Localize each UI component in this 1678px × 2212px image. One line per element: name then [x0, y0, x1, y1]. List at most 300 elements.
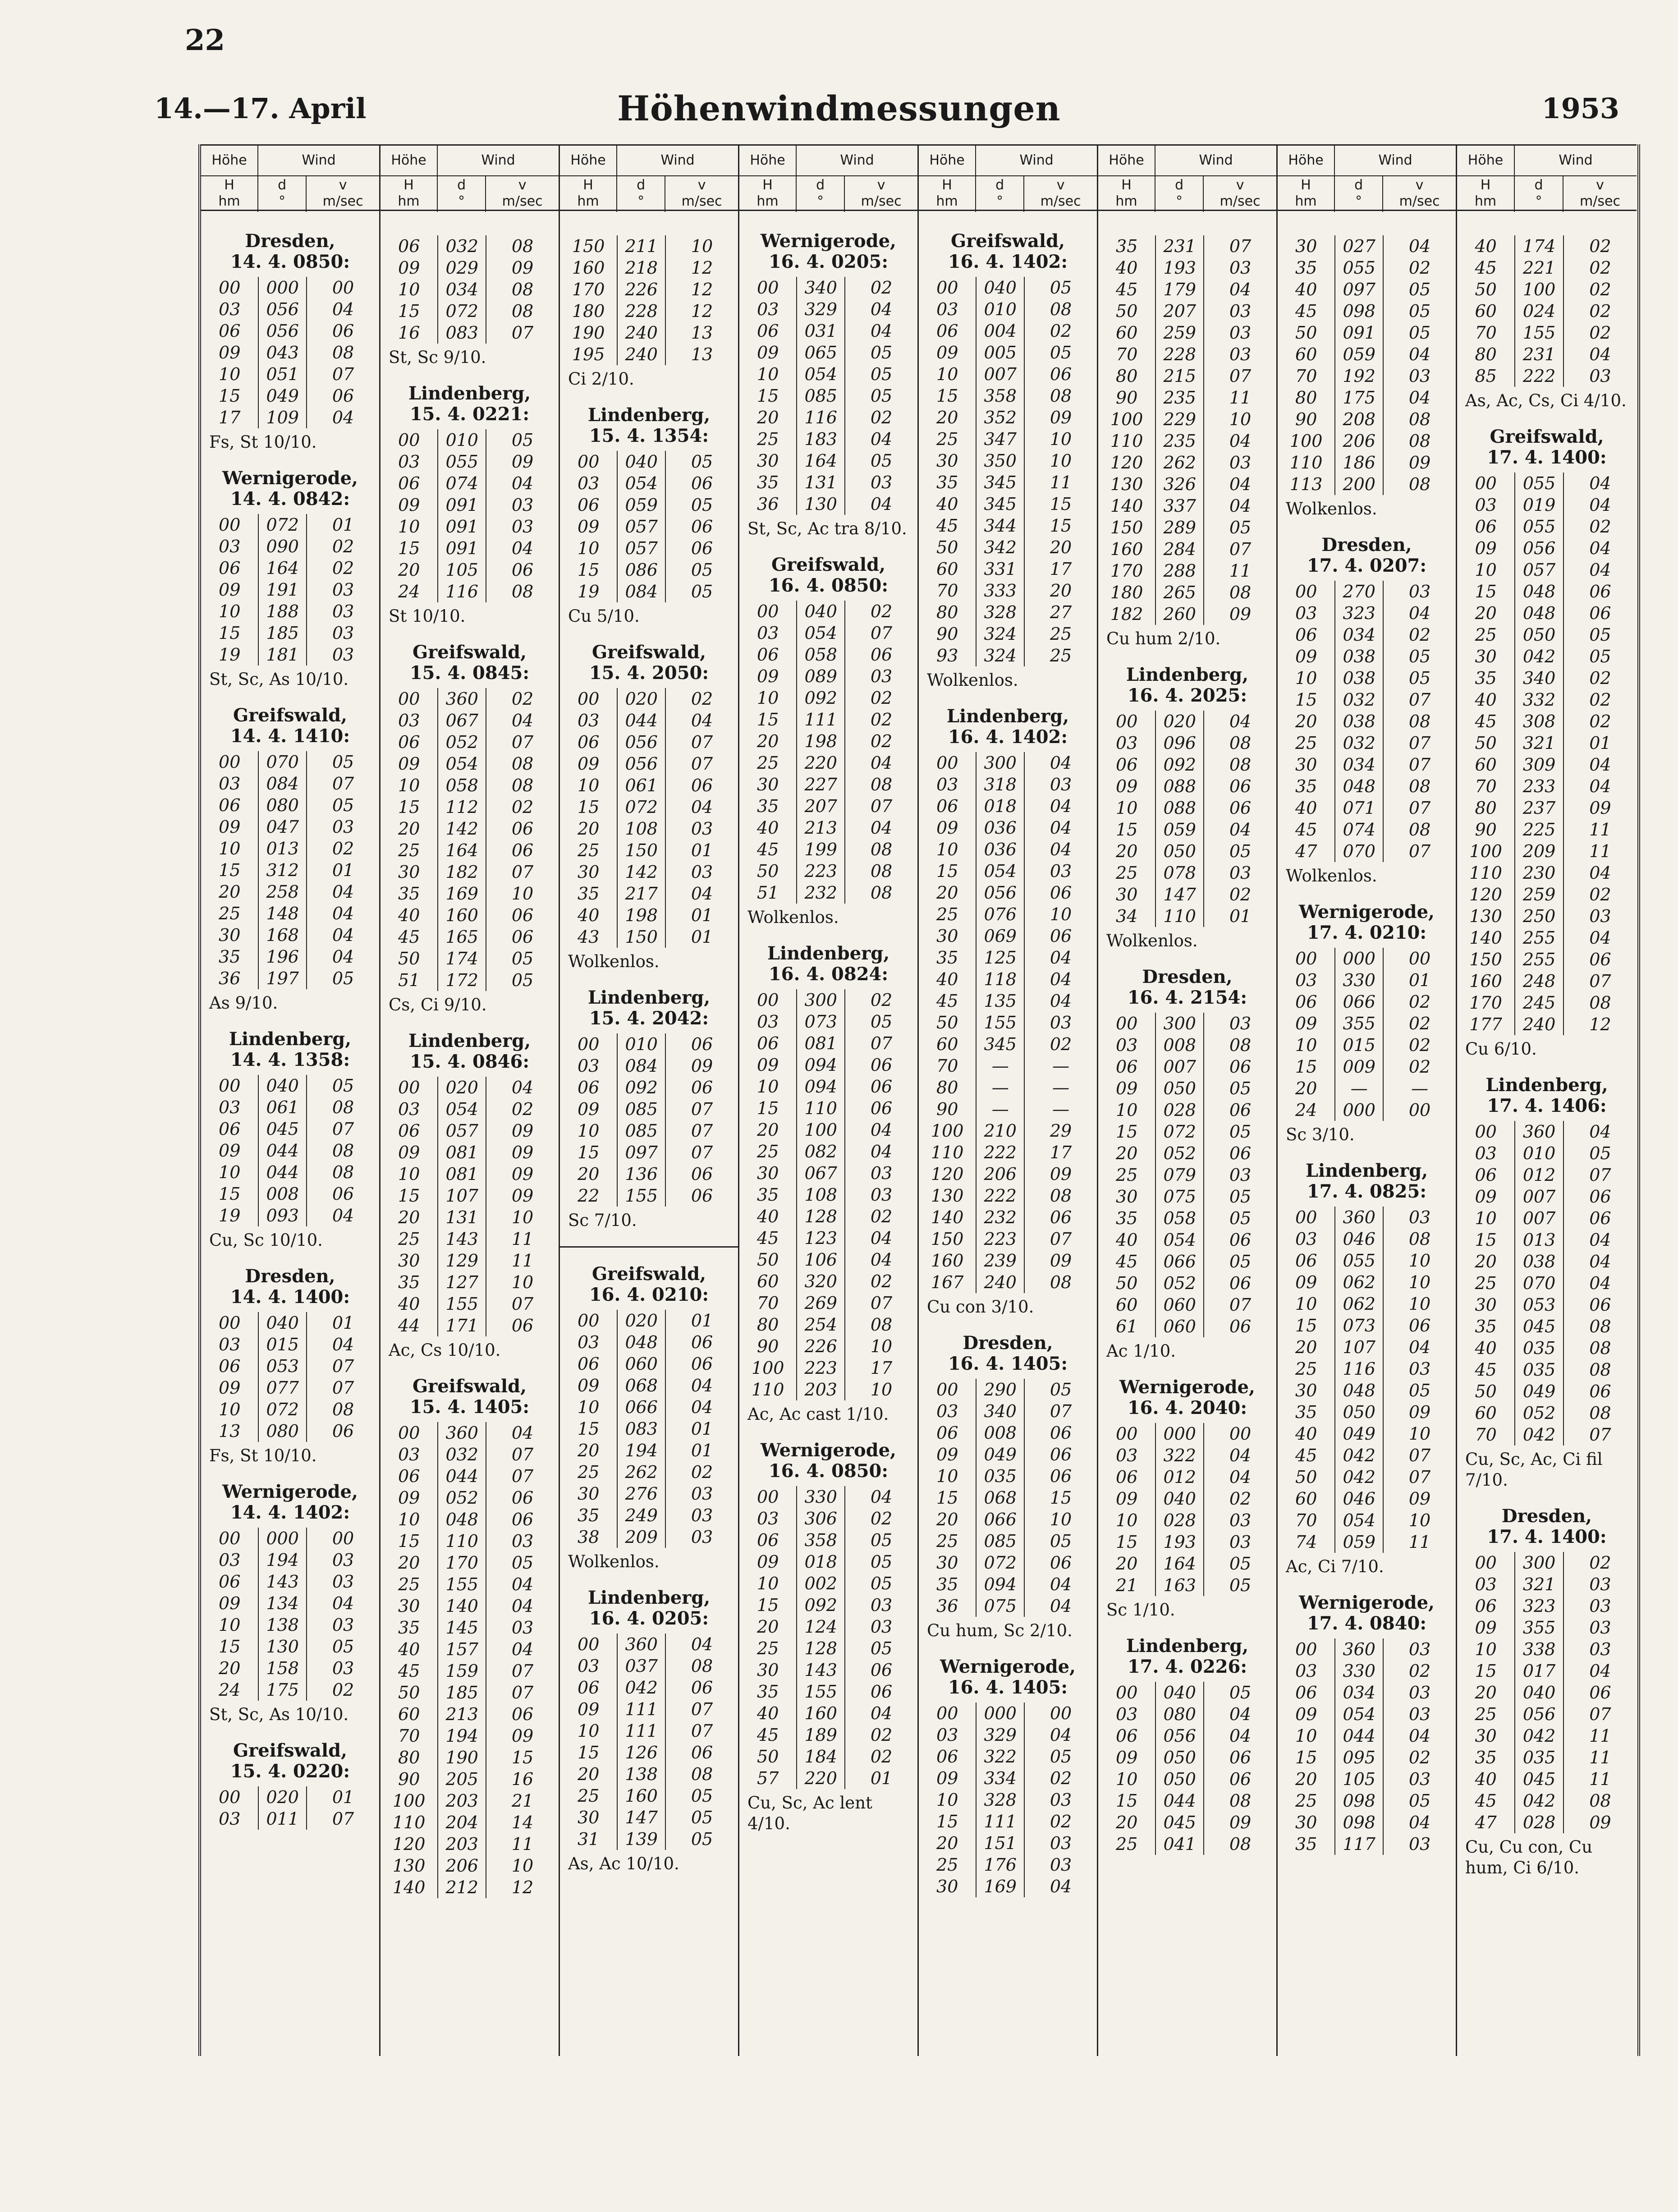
- column-header: [1098, 144, 1276, 211]
- table-row: [201, 924, 379, 946]
- height-unit: hm: [1474, 193, 1497, 209]
- speed-cell: 06: [870, 1682, 893, 1702]
- table-row: [560, 235, 738, 257]
- table-row: [919, 623, 1097, 645]
- table-row: [739, 1379, 917, 1400]
- direction-cell: 138: [258, 1614, 307, 1636]
- direction-cell: 259: [1155, 322, 1204, 344]
- height-cell: 03: [936, 775, 958, 794]
- height-cell: 25: [936, 1855, 958, 1875]
- height-cell: 100: [751, 1358, 784, 1378]
- direction-cell: 040: [1155, 1682, 1204, 1703]
- speed-cell: 07: [1050, 1401, 1072, 1421]
- direction-cell: 032: [437, 235, 486, 257]
- speed-cell: 05: [332, 1076, 354, 1096]
- height-cell: 45: [936, 516, 958, 536]
- speed-cell: 09: [1050, 408, 1072, 427]
- speed-cell: 06: [332, 1421, 354, 1441]
- table-row: [201, 536, 379, 557]
- direction-cell: 226: [617, 279, 666, 300]
- height-cell: 195: [572, 344, 605, 364]
- table-row: [739, 493, 917, 515]
- station-block: [201, 705, 379, 1014]
- height-cell: 06: [1116, 755, 1138, 775]
- speed-cell: 02: [870, 1509, 893, 1528]
- height-cell: 25: [578, 1786, 600, 1806]
- speed-cell: 09: [511, 1164, 534, 1184]
- direction-cell: 223: [796, 1357, 845, 1379]
- speed-cell: 00: [332, 1528, 354, 1548]
- height-cell: 120: [1110, 453, 1143, 473]
- table-row: [1457, 300, 1637, 322]
- speed-cell: 02: [1589, 301, 1611, 321]
- cloud-note: Cu, Sc, Ac lent 4/10.: [747, 1793, 872, 1833]
- height-cell: 160: [931, 1251, 964, 1271]
- speed-cell: 04: [332, 1593, 354, 1613]
- speed-cell: 12: [691, 280, 713, 299]
- speed-cell: 02: [1408, 1748, 1431, 1767]
- direction-cell: 345: [976, 472, 1025, 493]
- table-row: [201, 1399, 379, 1420]
- height-cell: 10: [757, 1574, 779, 1593]
- table-row: [1457, 862, 1637, 884]
- station-block: [1098, 1636, 1276, 1855]
- table-row: [1457, 494, 1637, 516]
- direction-cell: 057: [437, 1120, 486, 1142]
- station-block: [1278, 1161, 1456, 1577]
- station-datetime: 16. 4. 0205:: [768, 251, 889, 272]
- table-column: [381, 144, 560, 2056]
- direction-cell: 194: [258, 1549, 307, 1571]
- speed-cell: 11: [1589, 820, 1611, 840]
- height-cell: 09: [1116, 1489, 1138, 1509]
- direction-cell: 061: [617, 775, 666, 796]
- direction-cell: 290: [976, 1379, 1025, 1400]
- table-row: [1278, 624, 1456, 646]
- height-cell: 00: [398, 689, 420, 709]
- speed-cell: 00: [1408, 1100, 1431, 1120]
- table-row: [560, 1142, 738, 1163]
- speed-cell: 15: [1050, 494, 1072, 514]
- speed-cell: 06: [332, 321, 354, 341]
- table-row: [1098, 1488, 1276, 1510]
- direction-cell: 111: [796, 709, 845, 730]
- height-cell: 190: [572, 323, 605, 343]
- height-symbol: H: [224, 177, 234, 193]
- height-cell: 03: [1475, 1574, 1497, 1594]
- table-row: [560, 1742, 738, 1763]
- table-row: [919, 1120, 1097, 1142]
- speed-cell: 07: [511, 1466, 534, 1486]
- speed-cell: 04: [691, 797, 713, 817]
- direction-cell: 000: [258, 277, 307, 298]
- table-row: [739, 1767, 917, 1789]
- direction-cell: 130: [258, 1636, 307, 1657]
- table-row: [1278, 1293, 1456, 1315]
- height-cell: 09: [219, 817, 241, 837]
- speed-cell: 02: [1589, 711, 1611, 731]
- table-row: [739, 1141, 917, 1162]
- station-name: Wernigerode,: [222, 1481, 358, 1502]
- height-cell: 35: [936, 1574, 958, 1594]
- height-cell: 03: [578, 711, 600, 730]
- direction-cell: 140: [437, 1595, 486, 1617]
- height-unit: hm: [1295, 193, 1317, 209]
- speed-cell: 01: [332, 1313, 354, 1333]
- height-cell: 10: [578, 776, 600, 795]
- height-cell: 00: [757, 990, 779, 1010]
- table-row: [1457, 1424, 1637, 1446]
- speed-cell: 05: [870, 343, 893, 363]
- height-header: Höhe: [1457, 146, 1515, 175]
- table-row: [381, 904, 559, 926]
- direction-cell: 112: [437, 796, 486, 818]
- direction-cell: 358: [796, 1529, 845, 1551]
- direction-cell: 068: [617, 1375, 666, 1396]
- height-cell: 40: [1116, 1230, 1138, 1250]
- direction-cell: 207: [796, 795, 845, 817]
- speed-cell: 05: [1408, 647, 1431, 666]
- direction-cell: 072: [437, 300, 486, 322]
- table-row: [1098, 819, 1276, 840]
- height-cell: 25: [1116, 1165, 1138, 1185]
- table-row: [1278, 819, 1456, 840]
- table-row: [739, 1335, 917, 1357]
- table-row: [560, 861, 738, 883]
- direction-cell: 051: [258, 363, 307, 385]
- table-row: [381, 861, 559, 883]
- direction-cell: 044: [1334, 1725, 1384, 1747]
- station-name: Lindenberg,: [408, 383, 531, 404]
- table-row: [1457, 1251, 1637, 1272]
- direction-cell: 300: [1514, 1552, 1563, 1574]
- direction-cell: 107: [437, 1185, 486, 1207]
- table-row: [1278, 969, 1456, 991]
- table-row: [201, 363, 379, 385]
- table-row: [201, 514, 379, 536]
- speed-cell: 07: [511, 862, 534, 882]
- table-row: [1098, 1466, 1276, 1488]
- height-cell: 25: [578, 1462, 600, 1482]
- direction-cell: 056: [258, 320, 307, 342]
- table-row: [739, 385, 917, 407]
- direction-cell: 044: [1155, 1790, 1204, 1812]
- height-cell: 50: [398, 1683, 420, 1703]
- speed-cell: 25: [1050, 646, 1072, 665]
- height-cell: 09: [936, 1445, 958, 1464]
- station-datetime: 15. 4. 0221:: [409, 404, 530, 425]
- table-row: [1457, 602, 1637, 624]
- direction-cell: 055: [1334, 257, 1384, 279]
- height-cell: 20: [1116, 841, 1138, 861]
- direction-cell: 324: [976, 645, 1025, 666]
- station-block: [201, 1482, 379, 1725]
- table-row: [201, 1679, 379, 1701]
- table-row: [381, 451, 559, 473]
- direction-cell: 092: [1155, 754, 1204, 776]
- direction-cell: 203: [437, 1833, 486, 1855]
- height-cell: 45: [1475, 1791, 1497, 1811]
- speed-cell: 08: [1050, 1186, 1072, 1206]
- direction-cell: 206: [437, 1855, 486, 1877]
- table-row: [1098, 473, 1276, 495]
- direction-cell: 048: [1514, 581, 1563, 602]
- table-row: [201, 601, 379, 622]
- direction-cell: 010: [976, 298, 1025, 320]
- direction-symbol: d: [637, 177, 646, 193]
- table-row: [1457, 322, 1637, 344]
- table-row: [1457, 949, 1637, 970]
- speed-cell: 06: [1229, 1273, 1252, 1293]
- station-name: Lindenberg,: [587, 987, 711, 1008]
- direction-symbol: d: [278, 177, 287, 193]
- height-cell: 70: [936, 1056, 958, 1076]
- speed-symbol: v: [1236, 177, 1244, 193]
- height-cell: 15: [1475, 1661, 1497, 1681]
- direction-cell: 215: [1155, 365, 1204, 387]
- table-row: [1457, 905, 1637, 927]
- direction-cell: 269: [796, 1292, 845, 1314]
- speed-cell: 04: [870, 299, 893, 319]
- height-cell: 06: [578, 1354, 600, 1374]
- table-row: [1278, 1315, 1456, 1336]
- table-row: [201, 1334, 379, 1355]
- table-row: [1278, 667, 1456, 689]
- speed-cell: 04: [511, 1423, 534, 1443]
- table-row: [919, 450, 1097, 472]
- direction-cell: 040: [796, 601, 845, 622]
- speed-cell: 07: [511, 1445, 534, 1464]
- table-row: [560, 300, 738, 322]
- direction-cell: 052: [1155, 1272, 1204, 1294]
- table-row: [1457, 1381, 1637, 1402]
- table-row: [560, 775, 738, 796]
- height-cell: 30: [1475, 1726, 1497, 1746]
- direction-cell: 050: [1334, 1401, 1384, 1423]
- station-block: [201, 1266, 379, 1466]
- speed-cell: 02: [1408, 1661, 1431, 1681]
- column-header: [201, 144, 379, 211]
- speed-cell: 05: [870, 1012, 893, 1032]
- table-row: [1098, 582, 1276, 603]
- speed-cell: 07: [1229, 539, 1252, 559]
- table-row: [201, 1657, 379, 1679]
- speed-cell: 03: [511, 1531, 534, 1551]
- cloud-note: Wolkenlos.: [747, 908, 839, 927]
- height-cell: 10: [1295, 1035, 1317, 1055]
- direction-cell: 085: [976, 1530, 1025, 1552]
- height-cell: 20: [219, 882, 241, 902]
- table-row: [381, 840, 559, 861]
- direction-cell: 074: [437, 473, 486, 494]
- table-row: [919, 1077, 1097, 1098]
- speed-cell: 10: [511, 1207, 534, 1227]
- speed-cell: 11: [1589, 1726, 1611, 1746]
- speed-cell: 03: [1408, 1834, 1431, 1854]
- direction-cell: 179: [1155, 279, 1204, 300]
- table-row: [919, 1012, 1097, 1033]
- table-row: [919, 925, 1097, 947]
- direction-cell: 095: [1334, 1747, 1384, 1768]
- table-row: [1278, 1747, 1456, 1768]
- direction-cell: 150: [617, 926, 666, 948]
- height-cell: 70: [936, 581, 958, 601]
- table-row: [381, 1812, 559, 1833]
- direction-cell: 066: [976, 1509, 1025, 1530]
- table-row: [739, 1162, 917, 1184]
- table-row: [560, 257, 738, 279]
- table-row: [201, 903, 379, 924]
- height-cell: 06: [578, 1678, 600, 1698]
- height-cell: 20: [1475, 1683, 1497, 1703]
- table-row: [919, 1789, 1097, 1811]
- table-row: [381, 753, 559, 775]
- speed-cell: 07: [332, 364, 354, 384]
- direction-unit: °: [279, 193, 286, 209]
- direction-cell: 075: [976, 1595, 1025, 1617]
- table-row: [1098, 1531, 1276, 1553]
- table-row: [919, 1207, 1097, 1228]
- direction-cell: 056: [258, 298, 307, 320]
- station-name: Lindenberg,: [587, 404, 711, 426]
- speed-cell: 06: [1229, 798, 1252, 818]
- station-name: Lindenberg,: [587, 1587, 711, 1608]
- table-row: [1098, 884, 1276, 905]
- speed-cell: 02: [1408, 1035, 1431, 1055]
- table-row: [1278, 732, 1456, 754]
- table-row: [1098, 1423, 1276, 1445]
- direction-cell: 054: [437, 1098, 486, 1120]
- table-row: [1278, 991, 1456, 1013]
- wind-header: Wind: [840, 152, 874, 168]
- speed-symbol: v: [1056, 177, 1065, 193]
- table-row: [381, 581, 559, 602]
- height-cell: 06: [1475, 1596, 1497, 1616]
- direction-cell: 155: [437, 1574, 486, 1595]
- speed-cell: 11: [511, 1251, 534, 1271]
- direction-cell: 174: [1514, 235, 1563, 257]
- direction-cell: 052: [1514, 1402, 1563, 1424]
- height-cell: 03: [1295, 1661, 1317, 1681]
- speed-cell: 09: [1408, 1402, 1431, 1422]
- speed-cell: 07: [1408, 1446, 1431, 1465]
- height-cell: 09: [578, 1699, 600, 1719]
- height-cell: 06: [398, 236, 420, 256]
- speed-cell: 07: [511, 323, 534, 343]
- height-cell: 25: [757, 753, 779, 773]
- table-row: [381, 1855, 559, 1877]
- direction-cell: 055: [1514, 516, 1563, 537]
- height-cell: 09: [1475, 1187, 1497, 1207]
- height-cell: 15: [398, 538, 420, 558]
- station-datetime: 17. 4. 1400:: [1487, 447, 1607, 468]
- height-cell: 45: [1116, 1252, 1138, 1271]
- height-cell: 50: [1475, 280, 1497, 299]
- table-row: [739, 1486, 917, 1508]
- table-row: [1457, 1207, 1637, 1229]
- table-row: [739, 1119, 917, 1141]
- table-row: [1278, 1078, 1456, 1099]
- direction-cell: 038: [1514, 1251, 1563, 1272]
- height-cell: 47: [1295, 841, 1317, 861]
- speed-cell: 05: [1229, 1252, 1252, 1271]
- speed-cell: 04: [511, 711, 534, 730]
- speed-cell: 05: [691, 452, 713, 472]
- station-name: Lindenberg,: [229, 1028, 352, 1050]
- cloud-note: Ac, Ci 7/10.: [1286, 1557, 1384, 1576]
- speed-cell: 01: [691, 840, 713, 860]
- direction-cell: 072: [258, 1399, 307, 1420]
- direction-cell: 196: [258, 946, 307, 968]
- station-datetime: 15. 4. 2050:: [589, 662, 709, 684]
- table-row: [560, 840, 738, 861]
- speed-cell: 15: [1050, 516, 1072, 536]
- height-cell: 120: [931, 1164, 964, 1184]
- speed-cell: 08: [1408, 431, 1431, 451]
- height-cell: 20: [1295, 1078, 1317, 1098]
- direction-cell: 032: [437, 1444, 486, 1465]
- table-row: [381, 1768, 559, 1790]
- table-row: [1278, 1488, 1456, 1510]
- height-cell: 03: [1295, 1229, 1317, 1249]
- table-row: [560, 1440, 738, 1461]
- table-column: [201, 144, 381, 2056]
- direction-cell: 176: [976, 1854, 1025, 1876]
- height-cell: 09: [1295, 1272, 1317, 1292]
- direction-cell: 056: [617, 731, 666, 753]
- station-name: Wernigerode,: [940, 1656, 1076, 1677]
- direction-cell: 191: [258, 579, 307, 601]
- height-cell: 20: [578, 1164, 600, 1184]
- speed-cell: 04: [332, 882, 354, 902]
- direction-cell: 045: [1514, 1316, 1563, 1337]
- height-cell: 50: [936, 1013, 958, 1033]
- direction-cell: —: [976, 1077, 1025, 1098]
- table-row: [201, 342, 379, 363]
- direction-cell: 207: [1155, 300, 1204, 322]
- height-cell: 35: [219, 947, 241, 967]
- speed-cell: 08: [332, 1097, 354, 1117]
- table-row: [381, 494, 559, 516]
- height-cell: 160: [1469, 971, 1502, 991]
- height-cell: 10: [398, 1164, 420, 1184]
- speed-cell: 05: [1589, 647, 1611, 666]
- station-name: Lindenberg,: [946, 706, 1069, 727]
- direction-cell: 054: [1155, 1229, 1204, 1251]
- direction-cell: 020: [437, 1077, 486, 1098]
- speed-cell: 01: [691, 1441, 713, 1460]
- height-cell: 45: [1475, 711, 1497, 731]
- direction-cell: 208: [1334, 408, 1384, 430]
- direction-cell: 330: [796, 1486, 845, 1508]
- direction-cell: 131: [796, 472, 845, 493]
- height-cell: 10: [757, 688, 779, 708]
- speed-cell: 08: [1408, 474, 1431, 494]
- table-row: [560, 883, 738, 904]
- table-row: [919, 1552, 1097, 1574]
- direction-cell: 045: [1155, 1812, 1204, 1833]
- direction-cell: 309: [1514, 754, 1563, 776]
- cloud-note: Cu, Sc 10/10.: [209, 1230, 323, 1250]
- direction-cell: 084: [617, 581, 666, 602]
- height-cell: 35: [1295, 776, 1317, 796]
- speed-cell: 11: [1589, 841, 1611, 861]
- table-row: [1278, 1660, 1456, 1682]
- height-cell: 09: [578, 1376, 600, 1395]
- table-row: [201, 557, 379, 579]
- direction-cell: 135: [976, 990, 1025, 1012]
- height-cell: 25: [1475, 1704, 1497, 1724]
